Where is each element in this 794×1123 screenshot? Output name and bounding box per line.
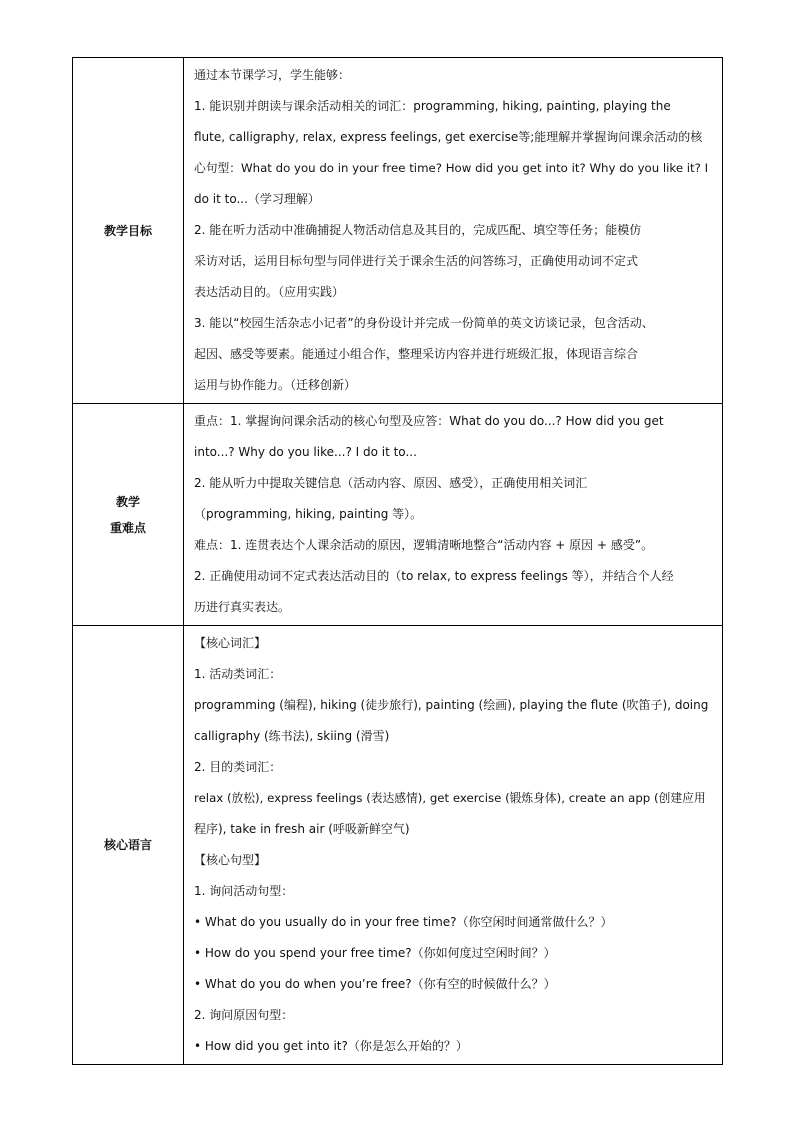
row-label [73,404,184,626]
text-line: 3. 能以“校园生活杂志小记者”的身份设计并完成一份简单的英文访谈记录，包含活动、 [194,316,654,330]
row-label [73,58,184,404]
row-content [184,626,723,1065]
table-row-teaching-goals [73,58,723,404]
text-line: 2. 正确使用动词不定式表达活动目的（to relax, to express feelings 等），并结合个人经 [194,569,674,583]
row-label-line: 教学 [115,494,140,509]
text-line: 1. 询问活动句型： [194,884,294,898]
text-line: 运用与协作能力。（迁移创新） [194,378,357,392]
text-line: • How did you get into it?（你是怎么开始的？） [194,1039,468,1053]
text-line: 难点：1. 连贯表达个人课余活动的原因，逻辑清晰地整合“活动内容 + 原因 + 感受”。 [194,538,654,552]
text-line: 历进行真实表达。 [194,600,291,614]
text-line: 2. 询问原因句型： [194,1008,294,1022]
text-line: 通过本节课学习，学生能够： [194,68,351,82]
text-line: programming (编程), hiking (徒步旅行), painting (绘画), playing the flute (吹笛子), doing [194,698,709,712]
row-label [73,626,184,1065]
text-line: • What do you usually do in your free time?（你空闲时间通常做什么？） [194,915,613,929]
table-row-core-language [73,626,723,1065]
text-line: relax (放松), express feelings (表达感情), get exercise (锻炼身体), create an app (创建应用 [194,791,706,805]
row-label-line: 教学目标 [103,223,152,238]
text-line: 重点：1. 掌握询问课余活动的核心句型及应答：What do you do...? How did you get [194,414,664,428]
text-line: flute, calligraphy, relax, express feelings, get exercise等;能理解并掌握询问课余活动的核 [194,130,703,144]
text-line: 程序), take in fresh air (呼吸新鲜空气) [194,822,410,836]
row-content [184,404,723,626]
text-line: do it to...（学习理解） [194,192,320,206]
text-line: 1. 能识别并朗读与课余活动相关的词汇：programming, hiking, painting, playing the [194,99,671,113]
row-label-line: 重难点 [109,520,146,535]
text-line: calligraphy (练书法), skiing (滑雪) [194,729,390,743]
text-line: 1. 活动类词汇： [194,667,282,681]
text-line: （programming, hiking, painting 等）。 [194,507,423,521]
text-line: • How do you spend your free time?（你如何度过空闲时间？） [194,946,556,960]
table-row-key-difficulties [73,404,723,626]
text-line: 心句型：What do you do in your free time? How did you get into it? Why do you like it? I [194,161,709,175]
text-line: 2. 能从听力中提取关键信息（活动内容、原因、感受），正确使用相关词汇 [194,476,588,490]
lesson-plan-table [72,57,723,1065]
text-line: 【核心词汇】 [194,636,267,650]
text-line: • What do you do when you’re free?（你有空的时候做什么？） [194,977,556,991]
row-content [184,58,723,404]
text-line: 2. 能在听力活动中准确捕捉人物活动信息及其目的，完成匹配、填空等任务；能模仿 [194,223,642,237]
text-line: 表达活动目的。（应用实践） [194,285,345,299]
text-line: 采访对话，运用目标句型与同伴进行关于课余生活的问答练习，正确使用动词不定式 [194,254,639,268]
row-label-line: 核心语言 [103,838,152,852]
text-line: 【核心句型】 [194,853,267,867]
text-line: 2. 目的类词汇： [194,760,282,774]
text-line: 起因、感受等要素。能通过小组合作，整理采访内容并进行班级汇报，体现语言综合 [194,347,639,361]
text-line: into...? Why do you like...? I do it to... [194,445,417,459]
